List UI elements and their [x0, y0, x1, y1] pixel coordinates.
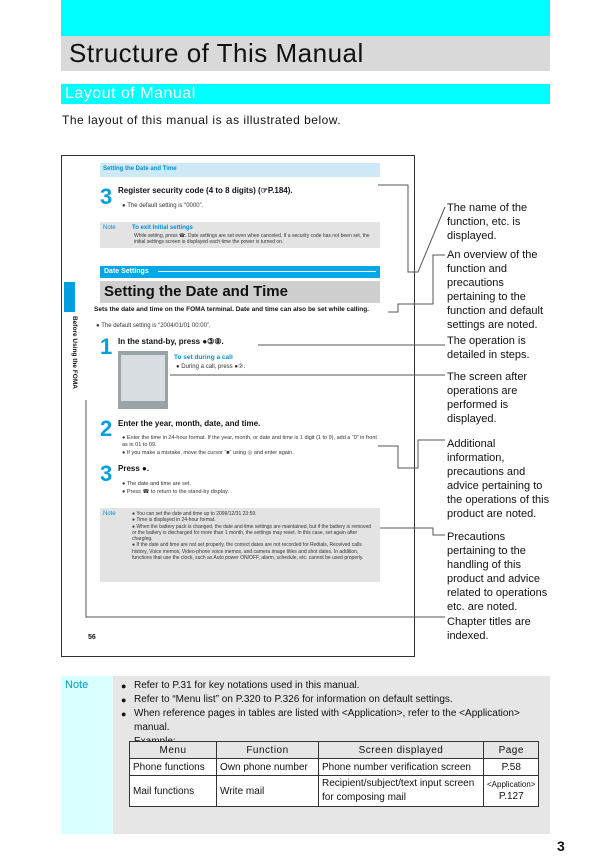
sample-note-text: While setting, press ☎. Date settings are set even when canceled. If a security code has not been set, the initial settings screen is displayed each time the power is turned on.	[134, 233, 370, 245]
table-header: Menu	[130, 742, 217, 759]
sample-step3-title: Press ●.	[118, 464, 150, 473]
table-cell: Recipient/subject/text input screen for composing mail	[319, 776, 484, 807]
note-item: ● When reference pages in tables are listed with <Application>, refer to the <Application> manual.	[121, 707, 549, 735]
sample-step-number: 3	[100, 184, 113, 209]
sample-note-bottom-text: ● You can set the date and time up to 2099/12/31 23:59. ● Time is displayed in 24-hour format. ● When the battery pack is changed, the date and time settings are maintained, but if the battery is removed or the battery is discharged for more than 1 month, the settings may reset. In this case, set again after charging. ● If the date and time are not set properly, the correct dates are not recorded for Redials, Received calls history, Voice memos, Video-phone voice memos, and camera image titles and shot dates. In addition, functions that use the clock, such as Auto power ON/OFF, alarm, schedule, etc. cannot be used properly.	[132, 511, 371, 562]
callout-line-2	[388, 255, 445, 312]
sample-big-title: Setting the Date and Time	[104, 283, 288, 300]
example-table	[129, 741, 539, 807]
callout-chapter-titles: Chapter titles are indexed.	[447, 616, 531, 642]
sample-function-bar-text: Date Settings	[104, 268, 149, 275]
sample-step-bullet: ● The default setting is “0000”.	[122, 203, 204, 209]
callout-line-6	[380, 528, 445, 535]
table-cell: Own phone number	[217, 759, 319, 776]
sample-step3-bullet1: ● The date and time are set.	[122, 481, 191, 487]
page-ref: P.127	[498, 791, 524, 802]
sample-call-heading: To set during a call	[174, 354, 233, 361]
table-header: Function	[217, 742, 319, 759]
table-header: Page	[484, 742, 539, 759]
note-list	[121, 679, 549, 749]
sample-step2-bullet2: ● If you make a mistake, move the cursor “■” using ◎ and enter again.	[122, 450, 294, 456]
sample-note-bottom-label: Note	[103, 511, 116, 517]
sample-step2-number: 2	[100, 416, 113, 441]
table-cell: Phone functions	[130, 759, 217, 776]
page-title: Structure of This Manual	[69, 38, 364, 68]
page-number: 3	[557, 838, 565, 854]
sample-overview-bullet: ● The default setting is “2004/01/01 00:00”.	[96, 323, 211, 329]
callout-line-5	[378, 440, 445, 468]
table-row	[130, 776, 539, 807]
table-cell: Mail functions	[130, 776, 217, 807]
sample-step3-number: 3	[100, 461, 113, 486]
sample-page-number: 56	[88, 634, 96, 641]
sample-step-title: Register security code (4 to 8 digits) (☞P.184).	[118, 186, 293, 195]
sample-step1-title: In the stand-by, press ●③⑧.	[118, 337, 224, 346]
table-cell	[484, 776, 539, 807]
sample-step2-title: Enter the year, month, date, and time.	[118, 419, 261, 428]
callout-additional-info: Additional information, precautions and advice pertaining to the operations of this product are noted.	[447, 438, 550, 520]
callout-precautions: Precautions pertaining to the handling of this product and advice related to operations etc. are noted.	[447, 531, 548, 613]
table-header-row	[130, 742, 539, 759]
sample-call-text: ● During a call, press ●②.	[176, 364, 245, 370]
sample-header-text: Setting the Date and Time	[103, 166, 177, 172]
callout-line-1	[378, 185, 445, 272]
note-label-column	[61, 676, 113, 834]
note-item: ● Refer to “Menu list” on P.320 to P.326 for information on default settings.	[121, 693, 549, 707]
sample-step1-number: 1	[100, 334, 113, 359]
sample-step2-bullet1: ● Enter the time in 24-hour format. If the year, month, or date and time is 1 digit (1 to 9), add a “0” in front as in 01 to 09.	[122, 435, 377, 448]
application-tag: <Application>	[487, 780, 536, 789]
section-title: Layout of Manual	[65, 85, 196, 102]
callout-function-name: The name of the function, etc. is displayed.	[447, 202, 528, 242]
sample-overview: Sets the date and time on the FOMA terminal. Date and time can also be set while calling.	[94, 306, 369, 313]
callout-screen: The screen after operations are performed is displayed.	[447, 371, 528, 425]
table-cell: P.58	[484, 759, 539, 776]
sample-note-heading: To exit Initial settings	[132, 225, 193, 231]
callout-overview: An overview of the function and precautions pertaining to the function and default settings are noted.	[447, 249, 544, 331]
table-row	[130, 759, 539, 776]
callout-line-7	[86, 400, 445, 617]
note-item: ● Refer to P.31 for key notations used in this manual.	[121, 679, 549, 693]
callout-steps: The operation is detailed in steps.	[447, 335, 530, 361]
note-label: Note	[65, 679, 89, 691]
sample-side-tab-text: Before Using the FOMA	[71, 316, 78, 389]
sample-step3-bullet2: ● Press ☎ to return to the stand-by display.	[122, 489, 229, 495]
table-header: Screen displayed	[319, 742, 484, 759]
table-cell: Phone number verification screen	[319, 759, 484, 776]
sample-note-label: Note	[103, 225, 116, 231]
table-cell: Write mail	[217, 776, 319, 807]
intro-text: The layout of this manual is as illustrated below.	[62, 113, 342, 127]
